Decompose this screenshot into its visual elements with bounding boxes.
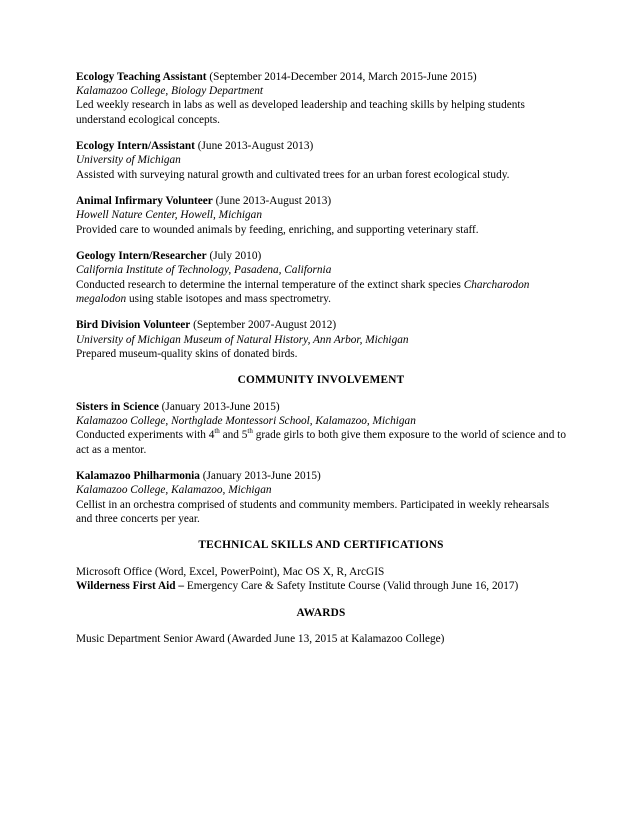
entry-description: Prepared museum-quality skins of donated birds. xyxy=(76,347,298,360)
entry-title: Animal Infirmary Volunteer xyxy=(76,195,213,208)
entry-title: Kalamazoo Philharmonia xyxy=(76,470,200,483)
experience-entry-ecology-intern xyxy=(76,139,566,182)
experience-entry-bird-division xyxy=(76,318,566,361)
entry-organization: Kalamazoo College, Biology Department xyxy=(76,85,264,98)
section-heading-community: COMMUNITY INVOLVEMENT xyxy=(237,374,405,387)
awards-block xyxy=(76,632,566,646)
section-heading-skills: TECHNICAL SKILLS AND CERTIFICATIONS xyxy=(198,539,444,552)
certification-line xyxy=(76,579,566,593)
entry-title: Ecology Intern/Assistant xyxy=(76,140,195,153)
skills-block xyxy=(76,565,566,593)
community-entry-philharmonia xyxy=(76,469,566,526)
section-heading-awards: AWARDS xyxy=(296,606,346,619)
entry-description: Cellist in an orchestra comprised of students and community members. Participated in weekly rehearsals and three concerts per year. xyxy=(76,498,550,525)
community-entry-sisters-in-science xyxy=(76,400,566,457)
entry-description: Conducted experiments with 4th and 5th grade girls to both give them exposure to the world of science and to act as a mentor. xyxy=(76,427,566,456)
species-name: Charcharodon megalodon xyxy=(76,278,530,305)
experience-entry-geology-intern xyxy=(76,249,566,306)
entry-organization: Kalamazoo College, Northglade Montessori School, Kalamazoo, Michigan xyxy=(76,415,416,428)
experience-entry-teaching-assistant xyxy=(76,70,566,127)
entry-dates: (September 2007-August 2012) xyxy=(190,319,337,332)
software-skills: Microsoft Office (Word, Excel, PowerPoint), Mac OS X, R, ArcGIS xyxy=(76,566,385,578)
entry-dates: (January 2013-June 2015) xyxy=(199,470,321,483)
entry-dates: (June 2013-August 2013) xyxy=(212,195,332,208)
entry-dates: (July 2010) xyxy=(206,250,262,263)
certification-description: Emergency Care & Safety Institute Course (Valid through June 16, 2017) xyxy=(184,580,519,593)
entry-description: Conducted research to determine the internal temperature of the extinct shark species Charcharodon megalodon using stable isotopes and mass spectrometry. xyxy=(76,278,530,305)
entry-organization: Kalamazoo College, Kalamazoo, Michigan xyxy=(76,484,272,497)
entry-title: Geology Intern/Researcher xyxy=(76,250,207,263)
award-line: Music Department Senior Award (Awarded June 13, 2015 at Kalamazoo College) xyxy=(76,633,445,646)
entry-organization: Howell Nature Center, Howell, Michigan xyxy=(76,209,262,222)
entry-organization: University of Michigan xyxy=(76,154,181,167)
entry-description: Led weekly research in labs as well as developed leadership and teaching skills by helping students understand ecological concepts. xyxy=(76,99,525,126)
entry-title: Ecology Teaching Assistant xyxy=(76,71,207,83)
entry-title: Bird Division Volunteer xyxy=(76,319,191,332)
experience-entry-animal-infirmary xyxy=(76,194,566,237)
entry-description: Provided care to wounded animals by feeding, enriching, and supporting veterinary staff. xyxy=(76,223,479,236)
entry-dates: (September 2014-December 2014, March 2015-June 2015) xyxy=(206,71,477,83)
entry-organization: California Institute of Technology, Pasadena, California xyxy=(76,264,332,277)
entry-title: Sisters in Science xyxy=(76,401,159,413)
resume-page xyxy=(76,70,566,647)
entry-organization: University of Michigan Museum of Natural History, Ann Arbor, Michigan xyxy=(76,333,409,346)
entry-dates: (June 2013-August 2013) xyxy=(194,140,314,153)
entry-dates: (January 2013-June 2015) xyxy=(158,401,280,413)
entry-description: Assisted with surveying natural growth and cultivated trees for an urban forest ecological study. xyxy=(76,168,510,181)
certification-title: Wilderness First Aid – xyxy=(76,580,185,593)
